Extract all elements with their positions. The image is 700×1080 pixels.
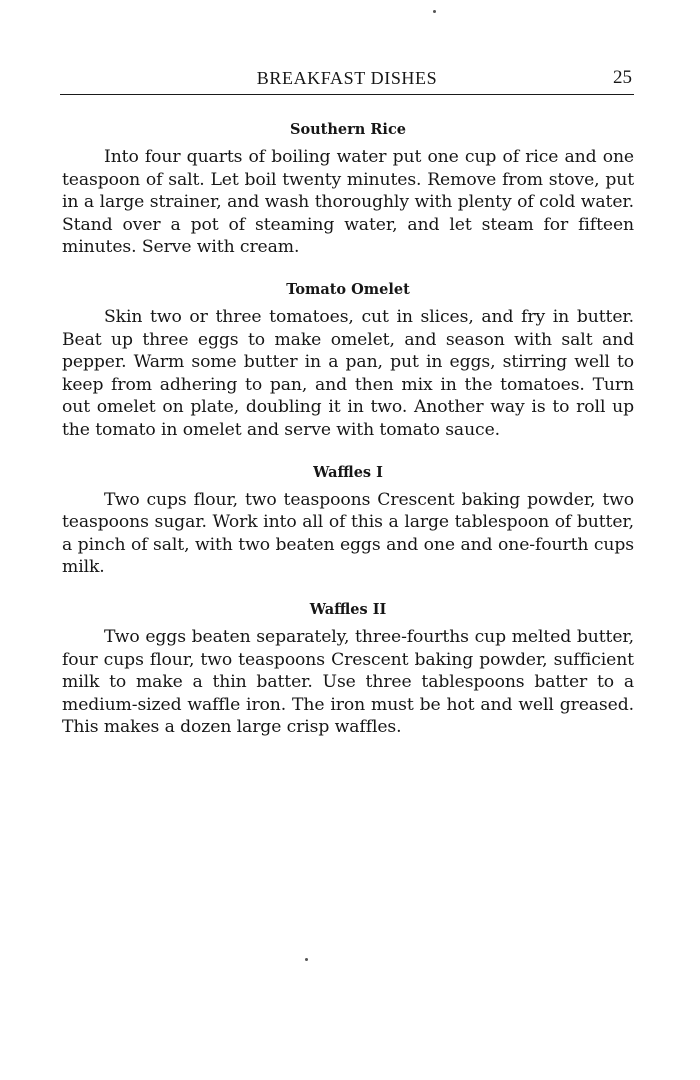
print-speck-top xyxy=(433,10,436,13)
recipe-waffles-i xyxy=(62,461,634,579)
page-number: 25 xyxy=(613,67,632,88)
recipe-title: Waffles I xyxy=(313,463,383,481)
recipe-body: Two eggs beaten separately, three-fourths cup melted butter, four cups flour, two teaspoons Crescent baking powder, sufficient milk to make a thin batter. Use three tablespoons batter to a medium-sized waffle iron. The iron must be hot and well greased. This makes a dozen large crisp waffles. xyxy=(62,626,634,738)
recipe-body: Into four quarts of boiling water put one cup of rice and one teaspoon of salt. Let boil twenty minutes. Remove from stove, put in a large strainer, and wash thoroughly with plenty of cold water. Stand over a pot of steaming water, and let steam for fifteen minutes. Serve with cream. xyxy=(62,147,634,258)
recipe-waffles-ii xyxy=(62,598,634,739)
running-head: BREAKFAST DISHES xyxy=(256,68,438,88)
page-content xyxy=(62,118,634,758)
recipe-title: Tomato Omelet xyxy=(286,280,410,298)
recipe-tomato-omelet xyxy=(62,278,634,442)
print-speck-bottom xyxy=(305,958,308,961)
recipe-title: Southern Rice xyxy=(290,121,406,138)
recipe-body: Skin two or three tomatoes, cut in slices, and fry in butter. Beat up three eggs to make omelet, and season with salt and pepper. Warm some butter in a pan, put in eggs, stirring well to keep from adhering to pan, and then mix in the tomatoes. Turn out omelet on plate, doubling it in two. Another way is to roll up the tomato in omelet and serve with tomato sauce. xyxy=(62,306,634,440)
recipe-southern-rice xyxy=(62,118,634,259)
page-header xyxy=(60,64,634,95)
recipe-title: Waffles II xyxy=(309,600,387,618)
recipe-body: Two cups flour, two teaspoons Crescent baking powder, two teaspoons sugar. Work into all of this a large tablespoon of butter, a pinch of salt, with two beaten eggs and one and one-fourth cups milk. xyxy=(62,489,634,578)
